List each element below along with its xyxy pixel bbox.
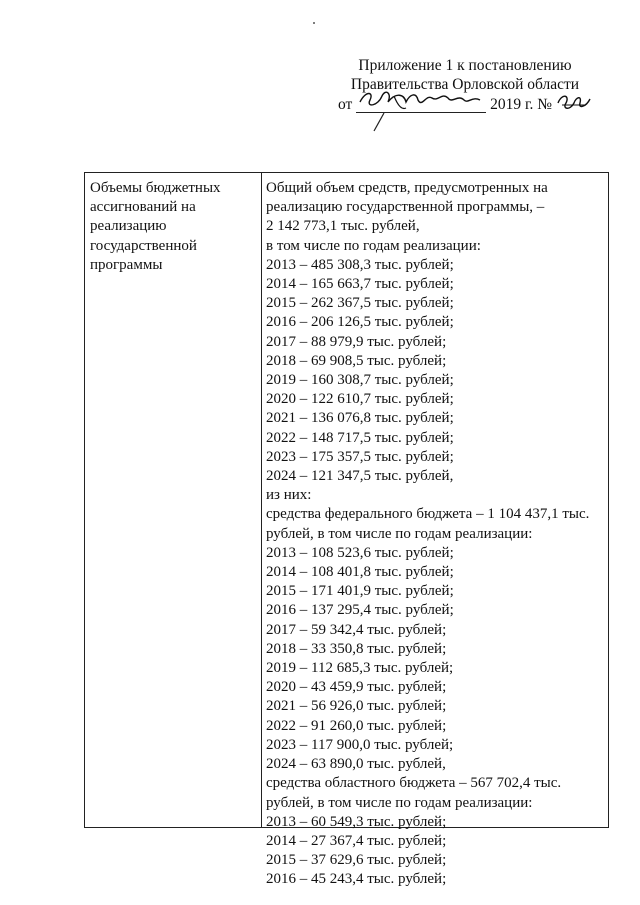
budget-table (84, 172, 609, 888)
right-cell-line: средства областного бюджета – 567 702,4 тыс. (266, 775, 562, 792)
right-cell-line: 2013 – 485 308,3 тыс. рублей; (266, 256, 454, 273)
right-cell-line: 2021 – 56 926,0 тыс. рублей; (266, 698, 447, 715)
appendix-title: Приложение 1 к постановлению (358, 57, 572, 74)
right-cell-line: 2023 – 175 357,5 тыс. рублей; (266, 448, 454, 465)
right-cell-line: 2016 – 206 126,5 тыс. рублей; (266, 314, 454, 331)
left-cell-line: программы (90, 256, 163, 273)
right-cell-line: Общий объем средств, предусмотренных на (266, 180, 548, 196)
right-cell-line: 2017 – 88 979,9 тыс. рублей; (266, 333, 447, 350)
right-cell-line: 2018 – 69 908,5 тыс. рублей; (266, 352, 447, 369)
right-cell-line: из них: (266, 487, 312, 504)
scan-speck (313, 22, 315, 24)
right-cell-line: средства федерального бюджета – 1 104 437,1 тыс. (266, 506, 590, 523)
right-cell-line: 2021 – 136 076,8 тыс. рублей; (266, 410, 454, 427)
right-cell-line: рублей, в том числе по годам реализации: (266, 794, 533, 811)
right-cell-line: 2023 – 117 900,0 тыс. рублей; (266, 736, 454, 753)
right-cell-line: реализацию государственной программы, – (266, 199, 545, 216)
table-left-cell (90, 179, 255, 275)
handwritten-number-signature (556, 95, 594, 113)
right-cell-line: 2013 – 108 523,6 тыс. рублей; (266, 544, 454, 561)
right-cell-line: 2013 – 60 549,3 тыс. рублей; (266, 813, 447, 830)
right-cell-line: 2016 – 137 295,4 тыс. рублей; (266, 602, 454, 619)
right-cell-line: 2018 – 33 350,8 тыс. рублей; (266, 640, 447, 657)
right-cell-line: 2017 – 59 342,4 тыс. рублей; (266, 621, 447, 638)
left-cell-line: ассигнований на (90, 199, 196, 216)
appendix-header (330, 56, 600, 114)
left-cell-line: реализацию (90, 218, 167, 235)
right-cell-line: в том числе по годам реализации: (266, 237, 481, 254)
right-cell-line: рублей, в том числе по годам реализации: (266, 525, 533, 542)
column-divider (261, 173, 262, 827)
right-cell-line: 2015 – 171 401,9 тыс. рублей; (266, 583, 454, 600)
right-cell-line: 2014 – 108 401,8 тыс. рублей; (266, 564, 454, 581)
date-suffix: 2019 г. № (490, 96, 553, 113)
date-prefix: от (338, 96, 353, 113)
right-cell-line: 2020 – 43 459,9 тыс. рублей; (266, 679, 447, 696)
right-cell-line: 2015 – 262 367,5 тыс. рублей; (266, 295, 454, 312)
right-cell-line: 2014 – 165 663,7 тыс. рублей; (266, 276, 454, 293)
right-cell-line: 2014 – 27 367,4 тыс. рублей; (266, 832, 447, 849)
right-cell-line: 2024 – 121 347,5 тыс. рублей, (266, 468, 454, 485)
right-cell-line: 2020 – 122 610,7 тыс. рублей; (266, 391, 454, 408)
table-right-cell (266, 179, 606, 890)
right-cell-line: 2015 – 37 629,6 тыс. рублей; (266, 852, 447, 869)
right-cell-line: 2024 – 63 890,0 тыс. рублей, (266, 756, 446, 773)
handwritten-date-signature (356, 94, 486, 113)
right-cell-line: 2016 – 45 243,4 тыс. рублей; (266, 871, 447, 888)
right-cell-line: 2 142 773,1 тыс. рублей, (266, 218, 420, 235)
right-cell-line: 2019 – 160 308,7 тыс. рублей; (266, 372, 454, 389)
right-cell-line: 2019 – 112 685,3 тыс. рублей; (266, 660, 454, 677)
left-cell-line: Объемы бюджетных (90, 180, 221, 196)
appendix-date-line (330, 94, 600, 114)
right-cell-line: 2022 – 91 260,0 тыс. рублей; (266, 717, 447, 734)
appendix-authority: Правительства Орловской области (350, 76, 580, 93)
right-cell-line: 2022 – 148 717,5 тыс. рублей; (266, 429, 454, 446)
handwritten-tick-mark (372, 112, 386, 132)
left-cell-line: государственной (90, 237, 197, 254)
